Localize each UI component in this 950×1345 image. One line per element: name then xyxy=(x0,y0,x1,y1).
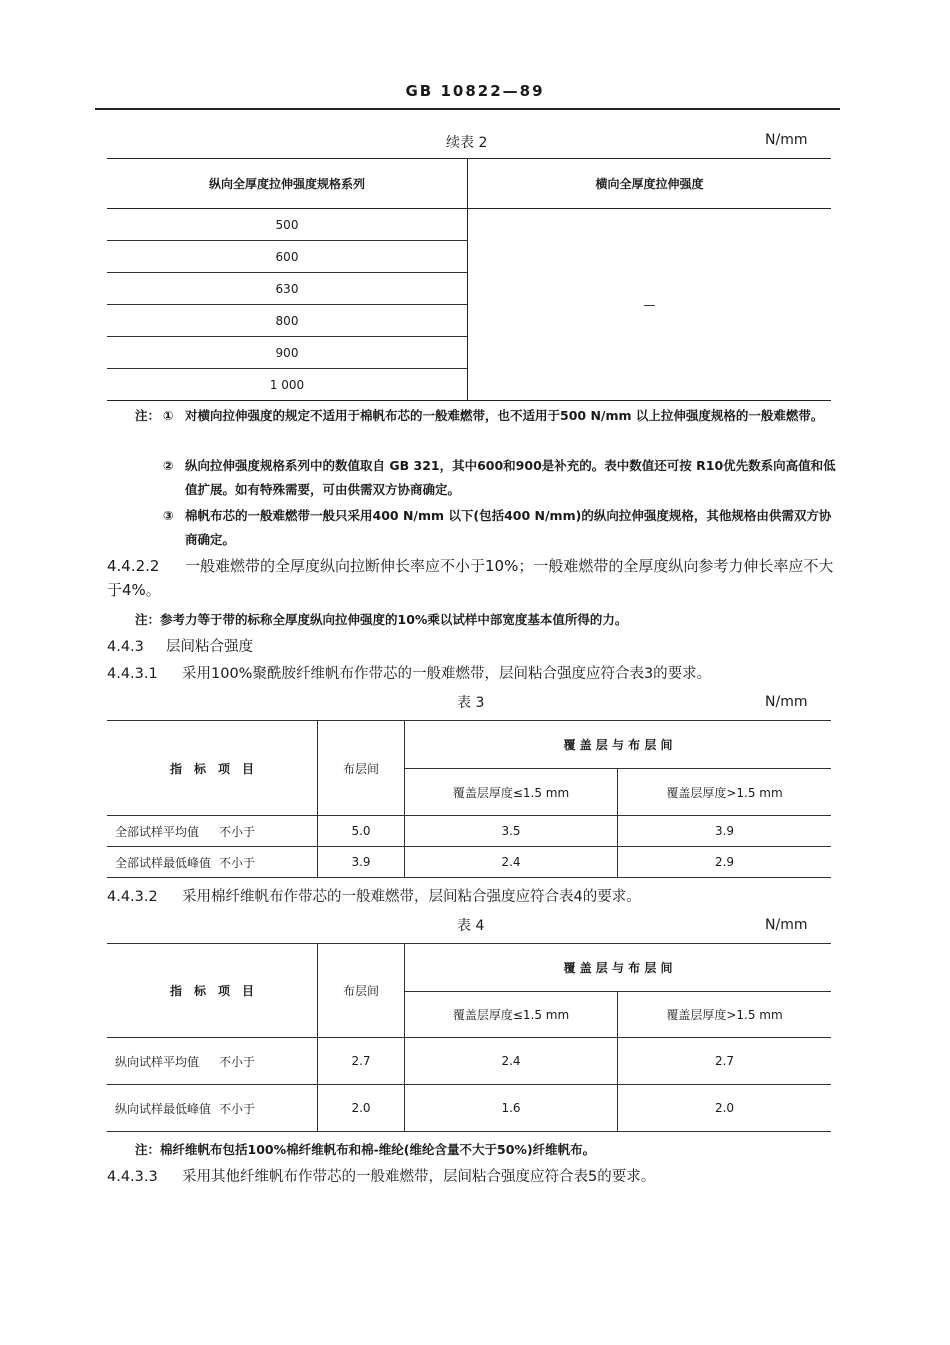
table3-cell: 3.9 xyxy=(318,847,405,878)
table3-cover-header: 覆 盖 层 与 布 层 间 xyxy=(405,721,832,769)
table4-row-label: 纵向试样平均值 不小于 xyxy=(107,1038,318,1085)
para-4433-text: 采用其他纤维帆布作带芯的一般难燃带，层间粘合强度应符合表5的要求。 xyxy=(182,1169,656,1185)
table4-row xyxy=(107,1085,831,1132)
para-4432-text: 采用棉纤维帆布作带芯的一般难燃带，层间粘合强度应符合表4的要求。 xyxy=(182,889,641,905)
table4-note: 注：棉纤维帆布包括100%棉纤维帆布和棉-维纶(维纶含量不大于50%)纤维帆布。 xyxy=(135,1142,596,1157)
sec-443-number: 4.4.3 xyxy=(107,639,144,655)
table4-row-label: 纵向试样最低峰值 不小于 xyxy=(107,1085,318,1132)
table4-cell: 2.0 xyxy=(318,1085,405,1132)
table3-item-header: 指 标 项 目 xyxy=(107,721,318,816)
para-4422-number: 4.4.2.2 xyxy=(107,557,160,575)
table4-row xyxy=(107,1038,831,1085)
table3-unit: N/mm xyxy=(765,694,808,710)
para-4422-note: 注：参考力等于带的标称全厚度纵向拉伸强度的10%乘以试样中部宽度基本值所得的力。 xyxy=(135,612,628,627)
table3-row-label: 全部试样平均值 不小于 xyxy=(107,816,318,847)
notes2-prefix: 注： xyxy=(135,408,161,423)
table2-cell: 500 xyxy=(107,209,468,241)
note-marker: ② xyxy=(163,458,174,473)
table3-cell: 3.9 xyxy=(618,816,832,847)
table4-cell: 2.0 xyxy=(618,1085,832,1132)
table2-col1-header: 纵向全厚度拉伸强度规格系列 xyxy=(107,159,468,209)
table2-col2-value: — xyxy=(468,209,832,401)
table3-cell: 3.5 xyxy=(405,816,618,847)
document-code: GB 10822—89 xyxy=(405,82,545,100)
table3-cell: 2.4 xyxy=(405,847,618,878)
table4-cover-header: 覆 盖 层 与 布 层 间 xyxy=(405,944,832,992)
table3-row-label: 全部试样最低峰值 不小于 xyxy=(107,847,318,878)
table4-cell: 1.6 xyxy=(405,1085,618,1132)
table2-unit: N/mm xyxy=(765,132,808,148)
table2-caption: 续表 2 xyxy=(446,135,488,151)
table4-cell: 2.4 xyxy=(405,1038,618,1085)
para-4431-number: 4.4.3.1 xyxy=(107,666,158,682)
sec-443-title: 层间粘合强度 xyxy=(166,639,253,655)
table3-caption: 表 3 xyxy=(457,695,485,711)
table4-cell: 2.7 xyxy=(318,1038,405,1085)
table-3 xyxy=(107,720,831,878)
note-text: 棉帆布芯的一般难燃带一般只采用400 N/mm 以下(包括400 N/mm)的纵向拉伸强度规格，其他规格由供需双方协商确定。 xyxy=(185,508,832,547)
table2-cell: 900 xyxy=(107,337,468,369)
table4-ply-header: 布层间 xyxy=(318,944,405,1038)
table3-cell: 5.0 xyxy=(318,816,405,847)
para-4422-text: 一般难燃带的全厚度纵向拉断伸长率应不小于10%；一般难燃带的全厚度纵向参考力伸长率应不大于4%。 xyxy=(107,557,834,599)
table2-cell: 600 xyxy=(107,241,468,273)
note-marker: ① xyxy=(163,408,174,423)
table4-caption: 表 4 xyxy=(457,918,485,934)
para-4431-text: 采用100%聚酰胺纤维帆布作带芯的一般难燃带，层间粘合强度应符合表3的要求。 xyxy=(182,666,712,682)
table3-ply-header: 布层间 xyxy=(318,721,405,816)
table2-cell: 630 xyxy=(107,273,468,305)
note-marker: ③ xyxy=(163,508,174,523)
table3-cell: 2.9 xyxy=(618,847,832,878)
table3-row xyxy=(107,816,831,847)
table3-sub2-header: 覆盖层厚度>1.5 mm xyxy=(618,769,832,816)
table4-sub2-header: 覆盖层厚度>1.5 mm xyxy=(618,992,832,1038)
table4-cell: 2.7 xyxy=(618,1038,832,1085)
para-4432-number: 4.4.3.2 xyxy=(107,889,158,905)
header-rule xyxy=(95,108,840,110)
table4-item-header: 指 标 项 目 xyxy=(107,944,318,1038)
table3-row xyxy=(107,847,831,878)
note-text: 对横向拉伸强度的规定不适用于棉帆布芯的一般难燃带，也不适用于500 N/mm 以上拉伸强度规格的一般难燃带。 xyxy=(185,408,824,423)
table4-unit: N/mm xyxy=(765,917,808,933)
table2-cell: 800 xyxy=(107,305,468,337)
table-2 xyxy=(107,158,831,401)
para-4433-number: 4.4.3.3 xyxy=(107,1169,158,1185)
table3-sub1-header: 覆盖层厚度≤1.5 mm xyxy=(405,769,618,816)
table2-col2-header: 横向全厚度拉伸强度 xyxy=(468,159,832,209)
note-text: 纵向拉伸强度规格系列中的数值取自 GB 321，其中600和900是补充的。表中数值还可按 R10优先数系向高值和低值扩展。如有特殊需要，可由供需双方协商确定。 xyxy=(185,458,836,497)
table4-sub1-header: 覆盖层厚度≤1.5 mm xyxy=(405,992,618,1038)
table2-cell: 1 000 xyxy=(269,377,305,392)
table-4 xyxy=(107,943,831,1132)
